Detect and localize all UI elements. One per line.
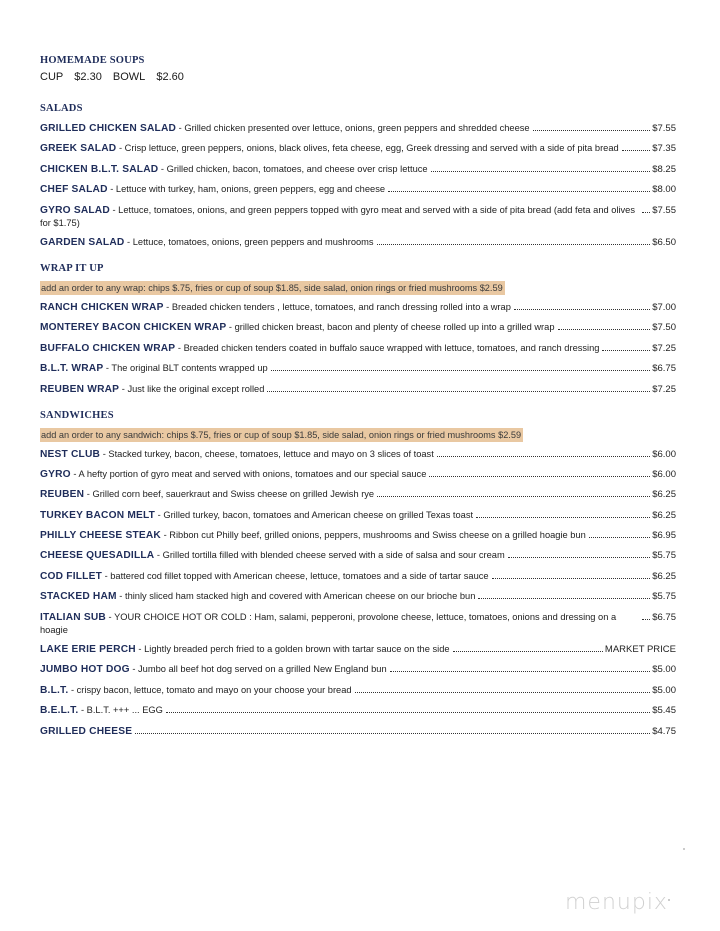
item-price: $6.25	[652, 489, 676, 501]
list-item	[40, 236, 676, 249]
soups-heading: HOMEMADE SOUPS	[40, 55, 145, 66]
item-price: $5.75	[652, 591, 676, 603]
item-price: $6.75	[652, 363, 676, 375]
item-desc: - YOUR CHOICE HOT OR COLD : Ham, salami, pepperoni, provolone cheese, lettuce, tomatoes, onions and dressing on a hoagie	[40, 611, 617, 635]
item-name: STACKED HAM	[40, 591, 117, 603]
item-desc: - thinly sliced ham stacked high and covered with American cheese on our brioche bun	[116, 591, 476, 602]
dot-leader	[135, 733, 650, 734]
item-price: $7.55	[652, 204, 676, 216]
item-price: $7.25	[652, 383, 676, 395]
item-price: $6.00	[652, 468, 676, 480]
item-name: CHICKEN B.L.T. SALAD	[40, 163, 159, 175]
list-item	[40, 163, 676, 176]
item-price: $6.75	[652, 611, 676, 623]
soup-prices	[40, 71, 676, 83]
item-name: B.E.L.T.	[40, 705, 79, 717]
list-item	[40, 448, 676, 461]
item-name: B.L.T.	[40, 684, 69, 696]
item-desc: - Breaded chicken tenders coated in buffalo sauce wrapped with lettuce, tomatoes, and ranch dressing	[175, 342, 600, 353]
item-desc: - grilled chicken breast, bacon and plenty of cheese rolled up into a grilled wrap	[226, 322, 555, 333]
scan-speck	[668, 899, 670, 901]
item-price: $6.50	[652, 236, 676, 248]
item-desc: - crispy bacon, lettuce, tomato and mayo on your choose your bread	[68, 684, 352, 695]
list-item	[40, 122, 676, 135]
list-item	[40, 725, 676, 738]
item-desc: - Grilled chicken, bacon, tomatoes, and cheese over crisp lettuce	[158, 163, 428, 174]
bowl-label: BOWL	[112, 71, 146, 83]
dot-leader	[355, 692, 651, 693]
item-name: GRILLED CHICKEN SALAD	[40, 123, 177, 134]
dot-leader	[642, 619, 650, 620]
wraps-addon-note: add an order to any wrap: chips $.75, fries or cup of soup $1.85, side salad, onion rings or fried mushrooms $2.59	[41, 282, 503, 293]
scan-speck	[683, 848, 685, 850]
item-desc: - The original BLT contents wrapped up	[103, 363, 268, 374]
dot-leader	[166, 712, 650, 713]
item-price: $7.50	[652, 322, 676, 334]
item-desc: - A hefty portion of gyro meat and served with onions, tomatoes and our special sauce	[70, 468, 427, 479]
item-desc: - Just like the original except rolled	[119, 383, 265, 394]
item-name: MONTEREY BACON CHICKEN WRAP	[40, 322, 227, 334]
dot-leader	[476, 517, 650, 518]
item-price: $6.95	[652, 530, 676, 542]
item-name: TURKEY BACON MELT	[40, 509, 156, 521]
list-item	[40, 383, 676, 396]
dot-leader	[492, 578, 651, 579]
item-desc: - B.L.T. +++ ... EGG	[78, 705, 163, 716]
list-item	[40, 204, 676, 229]
item-name: GRILLED CHEESE	[40, 725, 133, 737]
item-desc: - Breaded chicken tenders , lettuce, tomatoes, and ranch dressing rolled into a wrap	[163, 301, 511, 312]
dot-leader	[514, 309, 650, 310]
item-desc: - Crisp lettuce, green peppers, onions, black olives, feta cheese, egg, Greek dressing and served with a side of pita bread	[116, 143, 619, 154]
dot-leader	[453, 651, 603, 652]
dot-leader	[508, 557, 651, 558]
item-price: $5.00	[652, 684, 676, 696]
item-price: $5.45	[652, 705, 676, 717]
list-item	[40, 183, 676, 196]
menupix-watermark: menupix	[565, 890, 668, 915]
item-name: NEST CLUB	[40, 448, 101, 460]
dot-leader	[271, 370, 651, 371]
list-item	[40, 342, 676, 355]
item-desc: - Grilled corn beef, sauerkraut and Swiss cheese on grilled Jewish rye	[84, 489, 375, 500]
item-name: COD FILLET	[40, 570, 102, 582]
item-name: REUBEN	[40, 489, 85, 501]
dot-leader	[388, 191, 650, 192]
item-name: GYRO	[40, 468, 71, 480]
item-name: CHEESE QUESADILLA	[40, 550, 155, 562]
list-item	[40, 570, 676, 583]
item-desc: - Lettuce, tomatoes, onions, green peppers and mushrooms	[124, 236, 374, 247]
salads-heading: SALADS	[40, 103, 83, 114]
list-item	[40, 529, 676, 542]
item-name: GARDEN SALAD	[40, 236, 125, 248]
item-price: $7.55	[652, 123, 676, 134]
list-item	[40, 590, 676, 603]
item-desc: - Ribbon cut Philly beef, grilled onions, peppers, mushrooms and Swiss cheese on a grilled hoagie bun	[161, 530, 586, 541]
dot-leader	[431, 171, 651, 172]
item-price: MARKET PRICE	[604, 644, 676, 656]
item-price: $8.00	[652, 184, 676, 196]
bowl-price: $2.60	[156, 71, 184, 83]
dot-leader	[390, 671, 651, 672]
item-name: ITALIAN SUB	[40, 611, 106, 623]
item-name: BUFFALO CHICKEN WRAP	[40, 342, 176, 354]
item-price: $4.75	[652, 725, 676, 737]
dot-leader	[589, 537, 650, 538]
dot-leader	[622, 150, 651, 151]
item-name: JUMBO HOT DOG	[40, 664, 130, 676]
list-item	[40, 549, 676, 562]
item-name: PHILLY CHEESE STEAK	[40, 530, 161, 542]
item-desc: - battered cod fillet topped with American cheese, lettuce, tomatoes and a side of tartar sauce	[102, 570, 489, 581]
wraps-heading: WRAP IT UP	[40, 262, 104, 274]
dot-leader	[377, 244, 651, 245]
dot-leader	[377, 496, 650, 497]
item-name: GREEK SALAD	[40, 143, 117, 155]
list-item	[40, 684, 676, 697]
list-item	[40, 488, 676, 501]
item-name: GYRO SALAD	[40, 204, 110, 216]
item-desc: - Grilled turkey, bacon, tomatoes and American cheese on grilled Texas toast	[155, 509, 474, 520]
item-name: CHEF SALAD	[40, 184, 108, 196]
list-item	[40, 301, 676, 314]
dot-leader	[267, 391, 650, 392]
dot-leader	[602, 350, 650, 351]
dot-leader	[558, 329, 651, 330]
item-price: $7.00	[652, 301, 676, 313]
wraps-list	[40, 301, 676, 396]
dot-leader	[429, 476, 650, 477]
item-name: B.L.T. WRAP	[40, 363, 104, 375]
dot-leader	[478, 598, 650, 599]
list-item	[40, 611, 676, 636]
item-desc: - Grilled chicken presented over lettuce, onions, green peppers and shredded cheese	[176, 123, 530, 133]
item-desc: - Stacked turkey, bacon, cheese, tomatoes, lettuce and mayo on 3 slices of toast	[100, 448, 434, 459]
item-price: $6.00	[652, 448, 676, 460]
item-name: REUBEN WRAP	[40, 383, 120, 395]
item-name: RANCH CHICKEN WRAP	[40, 301, 164, 313]
list-item	[40, 663, 676, 676]
sandwiches-heading: SANDWICHES	[40, 409, 114, 421]
item-desc: - Lettuce, tomatoes, onions, and green peppers topped with gyro meat and served with a side of pita bread (add feta and olives for $1.75)	[40, 204, 636, 228]
list-item	[40, 468, 676, 481]
item-desc: - Jumbo all beef hot dog served on a grilled New England bun	[129, 664, 387, 675]
item-price: $6.25	[652, 570, 676, 582]
item-desc: - Grilled tortilla filled with blended cheese served with a side of salsa and sour cream	[154, 550, 505, 561]
item-price: $8.25	[652, 163, 676, 175]
sandwiches-list	[40, 448, 676, 738]
dot-leader	[533, 130, 651, 131]
list-item	[40, 362, 676, 375]
list-item	[40, 321, 676, 334]
item-price: $7.35	[652, 143, 676, 155]
dot-leader	[642, 212, 650, 213]
sandwiches-addon-note: add an order to any sandwich: chips $.75, fries or cup of soup $1.85, side salad, onion rings or fried mushrooms $2.59	[41, 429, 522, 440]
item-desc: - Lettuce with turkey, ham, onions, green peppers, egg and cheese	[107, 184, 386, 195]
salads-list	[40, 122, 676, 249]
dot-leader	[437, 456, 650, 457]
menu-page	[40, 55, 676, 745]
list-item	[40, 142, 676, 155]
item-price: $7.25	[652, 342, 676, 354]
list-item	[40, 704, 676, 717]
list-item	[40, 509, 676, 522]
list-item	[40, 643, 676, 656]
item-price: $6.25	[652, 509, 676, 521]
cup-label: CUP	[40, 71, 64, 83]
cup-price: $2.30	[74, 71, 102, 83]
item-price: $5.75	[652, 550, 676, 562]
item-desc: - Lightly breaded perch fried to a golden brown with tartar sauce on the side	[135, 644, 450, 655]
item-name: LAKE ERIE PERCH	[40, 644, 136, 656]
item-price: $5.00	[652, 664, 676, 676]
